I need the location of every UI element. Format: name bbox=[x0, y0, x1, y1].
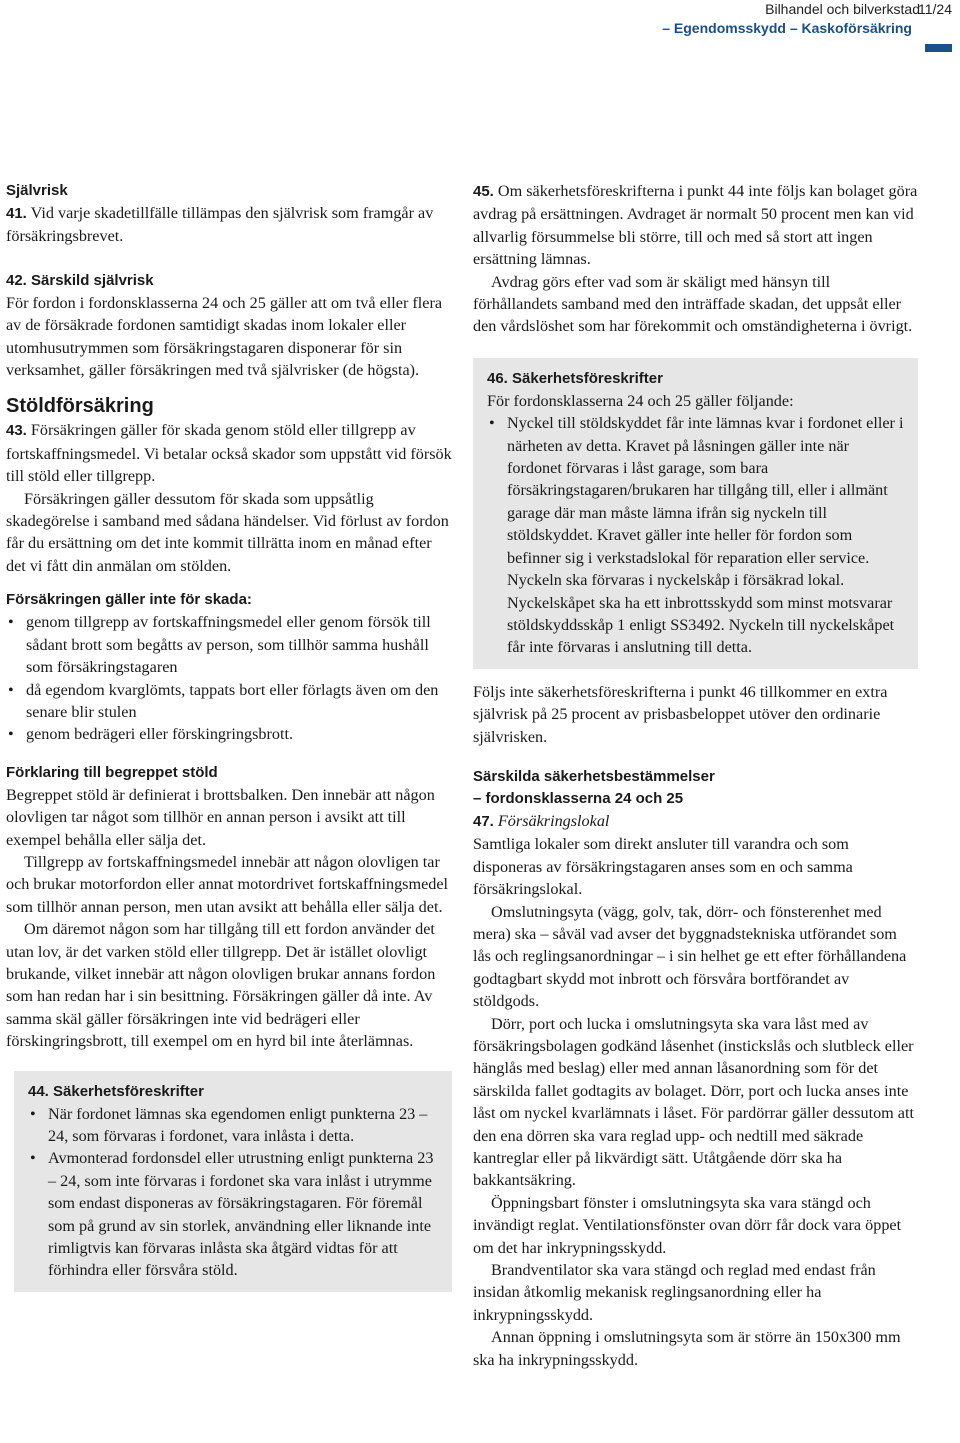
safety-box-46 bbox=[473, 358, 918, 669]
sarskilda-heading: Särskilda säkerhetsbestämmelser bbox=[473, 767, 715, 785]
list-item: • då egendom kvarglömts, tappats bort eller förlagts även om den senare blir stulen bbox=[6, 679, 452, 724]
para-41 bbox=[6, 202, 452, 248]
sarskilda-subheading: – fordonsklasserna 24 och 25 bbox=[473, 789, 684, 807]
list-item: • Avmonterad fordonsdel eller utrustning enligt punkterna 23 – 24, som inte förvaras i fordonet ska vara inlåst i utrymme som endast disponeras av försäkringstagaren. För föremål som på grund av sin storlek, användning eller liknande inte rimligtvis kan förvaras inlåsta ska åtgärd vidtas för att förhindra eller försvåra stöld. bbox=[28, 1147, 438, 1281]
para-47-f: Annan öppning i omslutningsyta som är större än 150x300 mm ska ha inkrypningsskydd. bbox=[473, 1328, 901, 1369]
para-43 bbox=[6, 419, 452, 487]
sjalvrisk-heading: Självrisk bbox=[6, 182, 68, 199]
para-47-title-text: Försäkringslokal bbox=[493, 811, 610, 830]
box-46-heading: 46. Säkerhetsföreskrifter bbox=[487, 369, 663, 387]
para-47-b: Omslutningsyta (vägg, golv, tak, dörr- och fönsterenhet med mera) ska – såväl vad avser det byggnadstekniska utförandet som lås och reglingsanordningar – i sin helhet ge ett efter förhållandena godtagbart skydd mot inbrott och försvåra bortförandet av stöldgods. bbox=[473, 902, 907, 1011]
para-41-text: Vid varje skadetillfälle tillämpas den självrisk som framgår av försäkringsbrevet. bbox=[6, 204, 434, 246]
header-accent-bar bbox=[925, 44, 952, 52]
box-44-list bbox=[28, 1103, 438, 1282]
safety-box-44 bbox=[14, 1071, 452, 1292]
left-column bbox=[6, 180, 452, 1292]
header-subtitle: – Egendomsskydd – Kaskoförsäkring bbox=[662, 20, 912, 36]
para-47-c: Dörr, port och lucka i omslutningsyta ska vara låst med av försäkringsbolagen godkänd låsenhet (instickslås och slutbleck eller hänglås med beslag) eller med annan låsanordning som för det särskilda fallet godtagits av bolaget. Dörr, port och lucka anses inte låst om nyckel kvarlämnats i låset. För pardörrar gäller dessutom att den ena dörren ska vara reglad upp- och nedtill med säkrade kantreglar eller på likvärdigt sätt. Utåtgående dörr ska ha bakkantsäkring. bbox=[473, 1014, 914, 1190]
para-47-d: Öppningsbart fönster i omslutningsyta ska vara stängd och invändigt reglat. Ventilationsfönster ovan dörr får dock vara öppet om det har inkrypningsskydd. bbox=[473, 1193, 902, 1257]
exclusions-list bbox=[6, 611, 452, 745]
para-45-text: Om säkerhetsföreskrifterna i punkt 44 inte följs kan bolaget göra avdrag på ersättningen. Avdraget är normalt 50 procent men kan vid allvarlig försummelse bli större, till och med så stort att ingen ersättning lämnas. bbox=[473, 182, 918, 269]
para-42-heading: 42. Särskild självrisk bbox=[6, 271, 154, 289]
para-43-text: Försäkringen gäller för skada genom stöld eller tillgrepp av fortskaffningsmedel. Vi betalar också skador som uppstått vid försök till stöld eller tillgrepp. bbox=[6, 421, 452, 486]
para-47-number: 47. bbox=[473, 812, 494, 830]
forklaring-p1: Begreppet stöld är definierat i brottsbalken. Den innebär att någon olovligen tar något som tillhör en annan person i avsikt att till exempel behålla eller sälja det. bbox=[6, 785, 435, 849]
box-46-list bbox=[487, 412, 904, 658]
box-44-heading: 44. Säkerhetsföreskrifter bbox=[28, 1082, 204, 1100]
para-47-title bbox=[473, 810, 918, 833]
header-section: Bilhandel och bilverkstad bbox=[765, 1, 920, 17]
right-column bbox=[473, 180, 918, 1371]
para-47-a: Samtliga lokaler som direkt ansluter till varandra och som disponeras av försäkringstagaren anses som en och samma försäkringslokal. bbox=[473, 835, 853, 899]
para-42-text: För fordon i fordonsklasserna 24 och 25 gäller att om två eller flera av de försäkrade fordonen samtidigt skadas inom lokaler eller utomhusutrymmen som försäkringstagaren disponerar för sin verksamhet, gäller försäkringen med två självrisker (de högsta). bbox=[6, 293, 443, 380]
forklaring-p3: Om däremot någon som har tillgång till ett fordon använder det utan lov, är det varken stöld eller tillgrepp. Det är istället olovligt brukande, vilket innebär att någon olovligen brukar annans fordon som han redan har i sin besittning. Försäkringen gäller då inte. Av samma skäl gäller försäkringen inte vid bedrägeri eller förskingringsbrott, till exempel om en hyrd bil inte återlämnas. bbox=[6, 920, 436, 1051]
para-43-b: Försäkringen gäller dessutom för skada som uppsåtlig skadegörelse i samband med sådana händelser. Vid förlust av fordon får du ersättning om det inte kommit tillrätta inom en månad efter det vi fått din anmälan om stölden. bbox=[6, 489, 449, 575]
para-43-number: 43. bbox=[6, 422, 27, 440]
list-item: • När fordonet lämnas ska egendomen enligt punkterna 23 – 24, som förvaras i fordonet, vara inlåsta i detta. bbox=[28, 1103, 438, 1148]
list-item: • genom tillgrepp av fortskaffningsmedel eller genom försök till sådant brott som begåtts av person, som tillhör samma hushåll som försäkringstagaren bbox=[6, 611, 452, 678]
list-item: • genom bedrägeri eller förskingringsbrott. bbox=[6, 723, 452, 745]
page-number: 11/24 bbox=[918, 1, 952, 17]
para-47-e: Brandventilator ska vara stängd och reglad med endast från insidan åtkomlig mekanisk reglingsanordning eller ha inkrypningsskydd. bbox=[473, 1261, 876, 1324]
list-item: • Nyckel till stöldskyddet får inte lämnas kvar i fordonet eller i närheten av detta. Kravet på låsningen gäller inte när fordonet förvaras i låst garage, som bara försäkringstagaren/brukaren har tillgång till, eller i allmänt garage där man måste lämna ifrån sig nyckeln till stöldskyddet. Kravet gäller inte heller för fordon som befinner sig i verkstadslokal för reparation eller service. Nyckeln ska förvaras i nyckelskåp i försäkrad lokal. Nyckelskåpet ska ha ett inbrottsskydd som minst motsvarar stöldskyddsskåp 1 enligt SS3492. Nyckeln till nyckelskåpet får inte förvaras i anslutning till detta. bbox=[487, 412, 904, 658]
para-45 bbox=[473, 180, 918, 271]
para-41-number: 41. bbox=[6, 205, 27, 222]
para-45-number: 45. bbox=[473, 183, 494, 200]
forklaring-heading: Förklaring till begreppet stöld bbox=[6, 763, 218, 781]
para-46-after: Följs inte säkerhetsföreskrifterna i punkt 46 tillkommer en extra självrisk på 25 procent av prisbasbeloppet utöver den ordinarie självrisken. bbox=[473, 682, 888, 746]
box-46-intro: För fordonsklasserna 24 och 25 gäller följande: bbox=[487, 391, 794, 410]
stold-heading: Stöldförsäkring bbox=[6, 395, 154, 418]
exclusions-heading: Försäkringen gäller inte för skada: bbox=[6, 591, 252, 609]
forklaring-p2: Tillgrepp av fortskaffningsmedel innebär att någon olovligen tar och brukar motorfordon eller annat motordrivet fortskaffningsmedel som tillhör annan person, men utan avsikt att behålla eller sälja det. bbox=[6, 852, 449, 916]
para-45-b: Avdrag görs efter vad som är skäligt med hänsyn till förhållandets samband med den inträffade skadan, det uppsåt eller den vårdslöshet som har förekommit och omständigheterna i övrigt. bbox=[473, 272, 913, 336]
